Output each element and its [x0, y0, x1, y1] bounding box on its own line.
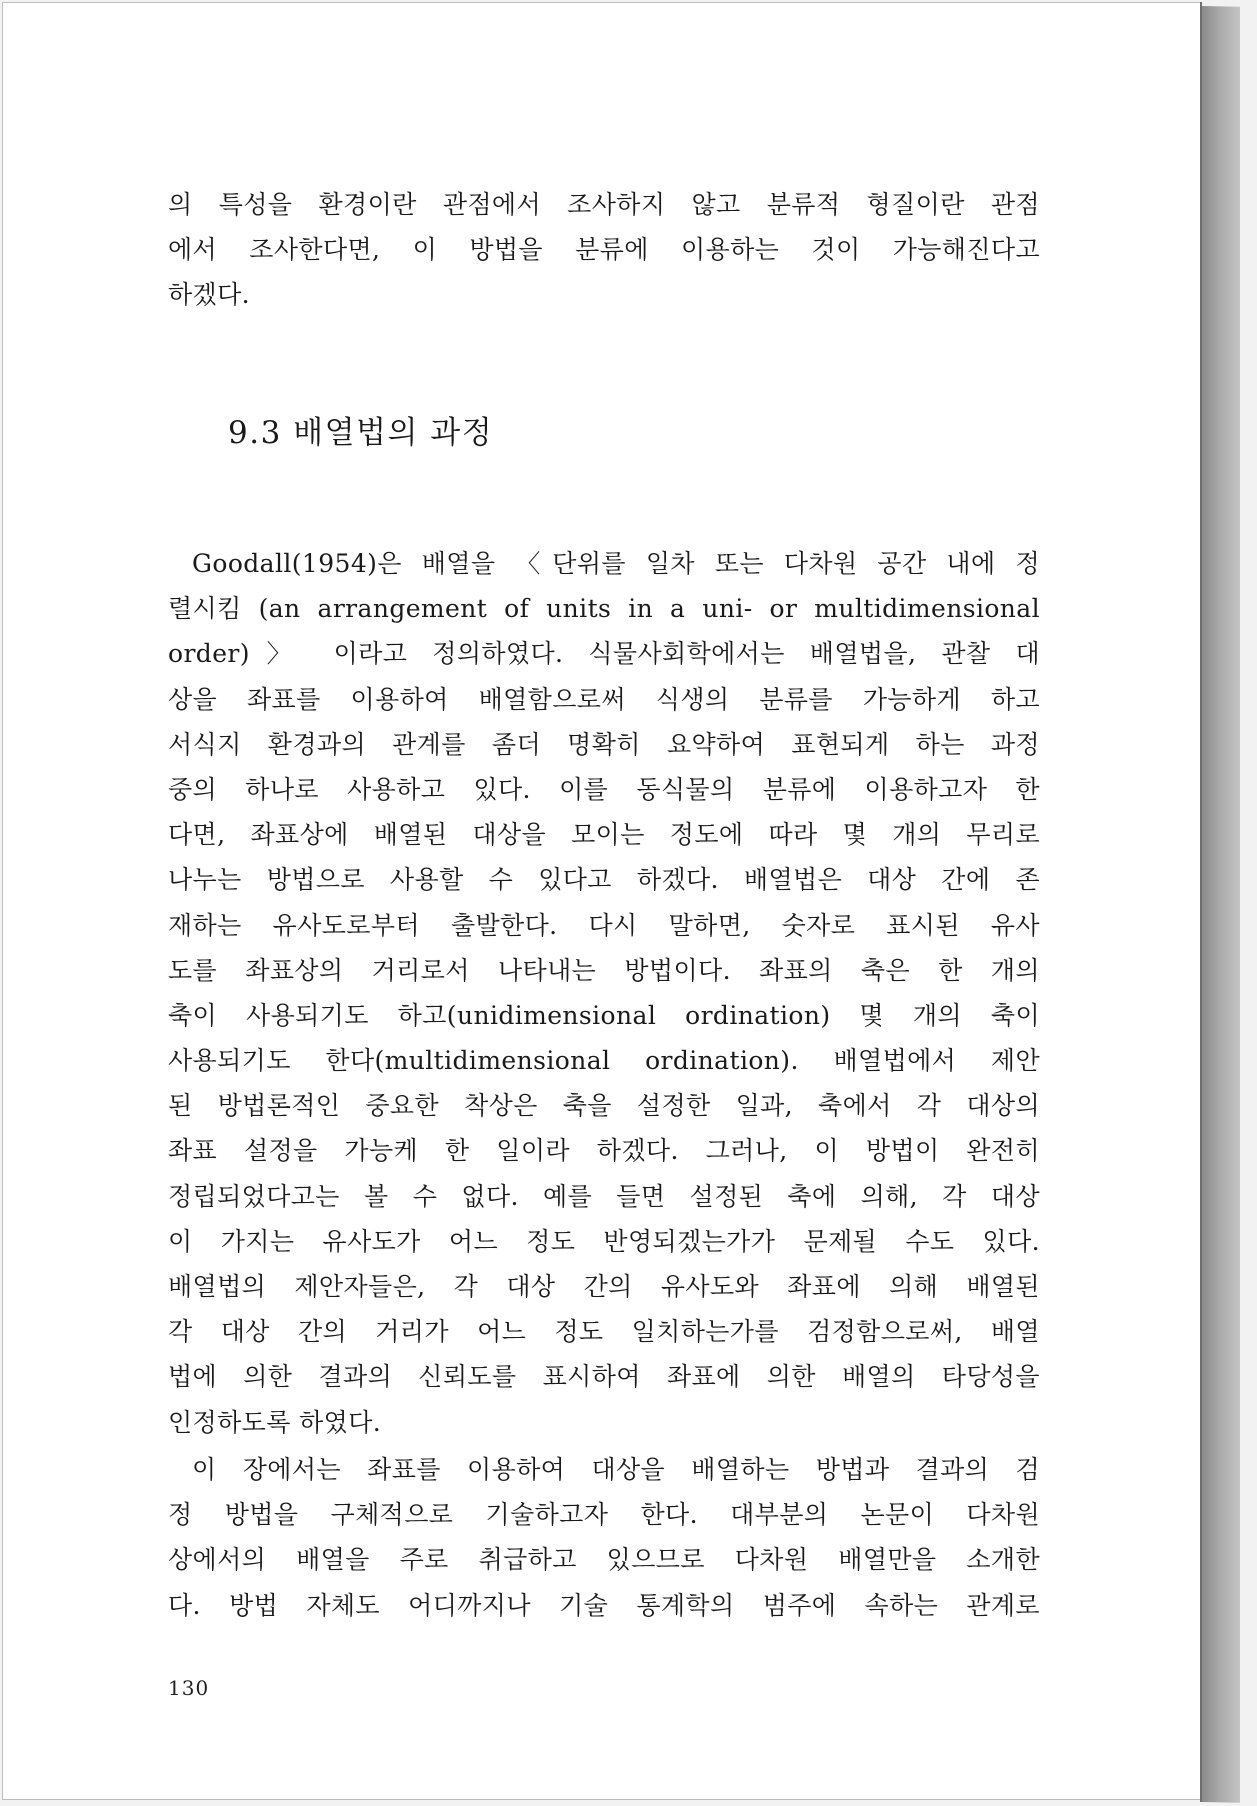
text-line: 하겠다.	[168, 280, 250, 310]
page-number: 130	[168, 1676, 210, 1700]
text-line: 축이 사용되기도 하고(unidimensional ordination) 몇 개의 축이	[168, 1000, 1040, 1030]
text-line: 다면, 좌표상에 배열된 대상을 모이는 정도에 따라 몇 개의 무리로	[168, 820, 1040, 850]
main-paragraph	[168, 541, 1040, 1445]
text-line: 서식지 환경과의 관계를 좀더 명확히 요약하여 표현되게 하는 과정	[168, 729, 1040, 759]
text-line: 재하는 유사도로부터 출발한다. 다시 말하면, 숫자로 표시된 유사	[168, 910, 1040, 940]
text-line: 된 방법론적인 중요한 착상은 축을 설정한 일과, 축에서 각 대상의	[168, 1091, 1040, 1121]
top-paragraph	[168, 182, 1040, 318]
text-line: 법에 의한 결과의 신뢰도를 표시하여 좌표에 의한 배열의 타당성을	[168, 1362, 1040, 1392]
section-heading: 9.3 배열법의 과정	[228, 415, 494, 451]
text-line: 좌표 설정을 가능케 한 일이라 하겠다. 그러나, 이 방법이 완전히	[168, 1136, 1040, 1166]
text-line: 각 대상 간의 거리가 어느 정도 일치하는가를 검정함으로써, 배열	[168, 1317, 1040, 1347]
text-line: 렬시킴 (an arrangement of units in a uni- or multidimensional	[168, 594, 1040, 624]
text-line: 이 가지는 유사도가 어느 정도 반영되겠는가가 문제될 수도 있다.	[168, 1226, 1040, 1256]
text-line: 정립되었다고는 볼 수 없다. 예를 들면 설정된 축에 의해, 각 대상	[168, 1181, 1040, 1211]
text-line: 도를 좌표상의 거리로서 나타내는 방법이다. 좌표의 축은 한 개의	[168, 955, 1040, 985]
text-line: 상에서의 배열을 주로 취급하고 있으므로 다차원 배열만을 소개한	[168, 1545, 1040, 1575]
text-line: 에서 조사한다면, 이 방법을 분류에 이용하는 것이 가능해진다고	[168, 235, 1040, 265]
text-line: 다. 방법 자체도 어디까지나 기술 통계학의 범주에 속하는 관계로	[168, 1590, 1040, 1620]
text-line: 상을 좌표를 이용하여 배열함으로써 식생의 분류를 가능하게 하고	[168, 684, 1040, 714]
text-line: 이 장에서는 좌표를 이용하여 대상을 배열하는 방법과 결과의 검	[192, 1455, 1040, 1484]
text-line: 의 특성을 환경이란 관점에서 조사하지 않고 분류적 형질이란 관점	[168, 190, 1040, 219]
end-paragraph	[168, 1447, 1040, 1628]
text-line: Goodall(1954)은 배열을 〈단위를 일차 또는 다차원 공간 내에 정	[192, 549, 1040, 578]
text-line: 중의 하나로 사용하고 있다. 이를 동식물의 분류에 이용하고자 한	[168, 774, 1040, 804]
text-line: 사용되기도 한다(multidimensional ordination). 배열법에서 제안	[168, 1046, 1040, 1076]
text-line: 정 방법을 구체적으로 기술하고자 한다. 대부분의 논문이 다차원	[168, 1500, 1040, 1530]
text-line: 나누는 방법으로 사용할 수 있다고 하겠다. 배열법은 대상 간에 존	[168, 865, 1040, 895]
text-line: 배열법의 제안자들은, 각 대상 간의 유사도와 좌표에 의해 배열된	[168, 1272, 1040, 1301]
text-line: 인정하도록 하였다.	[168, 1407, 382, 1437]
text-line: order)〉 이라고 정의하였다. 식물사회학에서는 배열법을, 관찰 대	[168, 639, 1040, 669]
page-stack-edge	[1202, 6, 1240, 1803]
